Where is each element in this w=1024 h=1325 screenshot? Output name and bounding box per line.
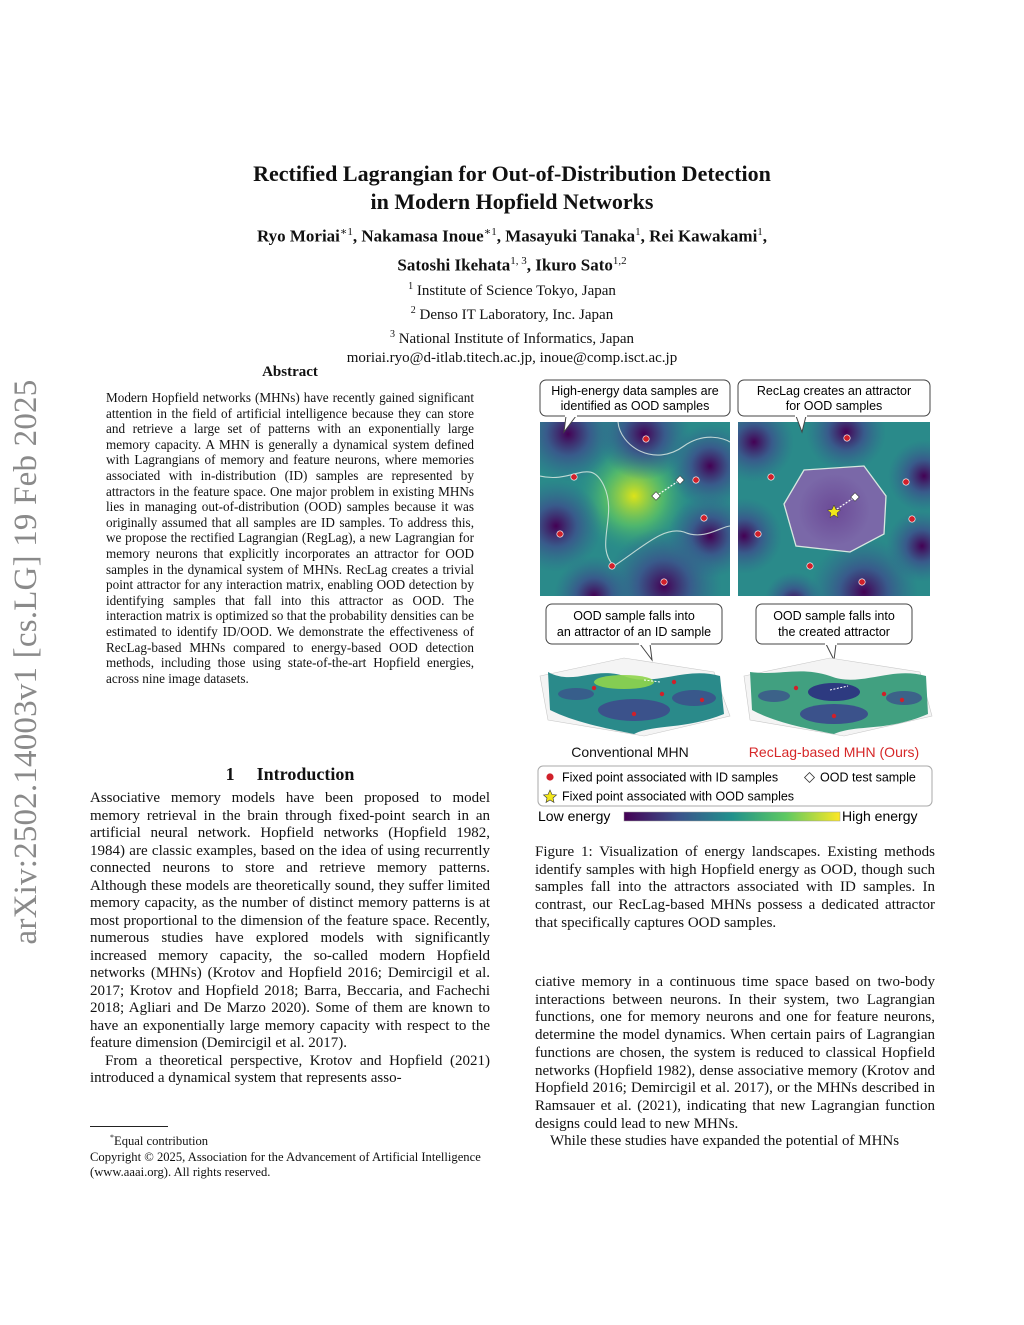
affiliation: $^2$ Denso IT Laboratory, Inc. Japan: [410, 305, 614, 324]
footnote-equal-contribution: Equal contribution: [114, 1134, 209, 1149]
svg-text:for OOD samples: for OOD samples: [785, 399, 883, 413]
legend-id-marker: [546, 773, 553, 780]
copyright-notice: Copyright © 2025, Association for the Advancement of Artificial Intelligence (www.aaai.org). All rights reserved.: [90, 1149, 481, 1180]
affiliation: $^1$ Institute of Science Tokyo, Japan: [408, 281, 616, 300]
figure-legend: [538, 766, 932, 806]
paragraph: While these studies have expanded the potential of MHNs: [550, 1133, 900, 1150]
figure-caption: Figure 1: Visualization of energy landscapes. Existing methods identify samples with high Hopfield energy as OOD, though such samples fall into the attractors associated with ID samples. In contrast, our RecLag-based MHNs possess a dedicated attractor that specifically captures OOD samples.: [535, 844, 935, 931]
paragraph: ciative memory in a continuous time space based on two-body interactions between neurons. In their system, two Lagrangian functions, one for memory neurons and one for feature neurons, determine the model dynamics. When certain pairs of Lagrangian functions are chosen, the system is reduced to classical Hopfield networks (Hopfield 1982), dense associative memory (Krotov and Hopfield 2016; Demircigil et al. 2017), or the MHNs described in Ramsauer et al. (2021), indicating that new Lagrangian function designs could lead to new MHNs.: [535, 974, 935, 1132]
author-emails[interactable]: moriai.ryo@d-itlab.titech.ac.jp, inoue@comp.isct.ac.jp: [346, 350, 678, 367]
footnote: *Equal contribution Copyright © 2025, Association for the Advancement of Artificial Intelligence (www.aaai.org). All rights reserved.: [90, 1130, 490, 1181]
author: Nakamasa Inoue: [361, 226, 484, 246]
bubble-ood-created-attractor: [756, 604, 912, 660]
reclag-3d-surface: [744, 658, 932, 736]
title-line-1: Rectified Lagrangian for Out-of-Distribution Detection: [253, 161, 771, 186]
title-block: [150, 160, 874, 368]
conventional-3d-surface: [540, 658, 730, 736]
svg-text:Fixed point associated with OO: Fixed point associated with OOD samples: [562, 789, 795, 804]
section-heading-introduction: [90, 764, 490, 785]
svg-text:Low energy: Low energy: [538, 808, 611, 824]
author: Satoshi Ikehata: [397, 255, 511, 275]
svg-text:identified as OOD samples: identified as OOD samples: [560, 399, 710, 413]
affiliation: $^3$ National Institute of Informatics, Japan: [389, 329, 635, 348]
svg-text:High-energy data samples are: High-energy data samples are: [551, 384, 719, 398]
right-column-body: [535, 974, 935, 1151]
introduction-body: [90, 790, 490, 1088]
svg-text:OOD sample falls into: OOD sample falls into: [773, 609, 895, 623]
author: Masayuki Tanaka: [505, 226, 636, 246]
abstract-text: Modern Hopfield networks (MHNs) have recently gained significant attention in the field of artificial intelligence because they can store and retrieve a large set of patterns with an exponentially large memory capacity. A MHN is generally a dynamical system defined with Lagrangians of memory and feature neurons, where memories associated with in-distribution (ID) samples are represented by attractors in the feature space. One major problem in existing MHNs lies in managing out-of-distribution (OOD) samples because it was originally assumed that all samples are ID samples. To address this, we propose the rectified Lagrangian (RegLag), a new Lagrangian for memory neurons that explicitly incorporates an attractor for OOD samples in the dynamical system of MHNs. RecLag creates a trivial point attractor for any interaction matrix, enabling OOD detection by identifying samples that fall into this attractor as OOD. The interaction matrix is optimized so that the probability densities can be estimated to identify ID/OOD. We demonstrate the effectiveness of RecLag-based MHNs compared to energy-based OOD detection methods, including those using state-of-the-art Hopfield energies, across nine image datasets.: [106, 390, 474, 686]
author: Ikuro Sato: [535, 255, 613, 275]
paragraph: From a theoretical perspective, Krotov and Hopfield (2021) introduced a dynamical system that represents asso-: [90, 1052, 490, 1086]
author: Rei Kawakami: [649, 226, 758, 246]
paragraph: Associative memory models have been proposed to model memory retrieval in the brain through fixed-point search in an artificial neural network. Hopfield networks (Hopfield 1982, 1984) are classic examples, based on the idea of using recurrently connected neurons to store and retrieve memory patterns. Although these models are theoretically sound, they suffer limited memory capacity, as the number of distinct memory patterns is at most proportional to the dimension of the feature space. Recently, numerous studies have explored models with significantly increased memory capacity, the so-called modern Hopfield networks (MHNs) (Krotov and Hopfield 2016; Demircigil et al. 2017; Krotov and Hopfield 2018; Barra, Beccaria, and Fachechi 2018; Agliari and De Marzo 2020). Some of them are known to have an exponentially large memory capacity with respect to the feature dimension (Demircigil et al. 2017).: [90, 790, 490, 1051]
title-line-2: in Modern Hopfield Networks: [370, 189, 654, 214]
section-title: Introduction: [256, 764, 355, 784]
bubble-ood-id-attractor: [546, 604, 722, 660]
svg-text:an attractor of an ID sample: an attractor of an ID sample: [556, 625, 712, 639]
arxiv-identifier: arXiv:2502.14003v1 [cs.LG] 19 Feb 2025: [8, 379, 44, 945]
paper-title: [150, 160, 874, 216]
abstract-heading: Abstract: [262, 364, 318, 380]
author: Ryo Moriai: [256, 226, 340, 246]
svg-text:Fixed point associated with ID: Fixed point associated with ID samples: [562, 770, 779, 785]
label-reclag-mhn: RecLag-based MHN (Ours): [748, 744, 920, 760]
figure-1: [534, 376, 938, 828]
svg-text:RecLag creates an attractor: RecLag creates an attractor: [756, 384, 912, 398]
svg-text:High energy: High energy: [842, 808, 918, 824]
author-list: Ryo Moriai$^{∗1}$, Nakamasa Inoue$^{∗1}$, Masayuki Tanaka$^1$, Rei Kawakami$^1$, Satoshi Ikehata$^{1, 3}$, Ikuro Sato$^{1,2}$: [256, 226, 768, 275]
energy-colorbar: [538, 808, 918, 824]
svg-text:the created attractor: the created attractor: [778, 625, 890, 639]
label-conventional-mhn: Conventional MHN: [571, 744, 689, 760]
footnote-divider: [90, 1126, 168, 1127]
section-number: 1: [225, 764, 235, 784]
svg-text:OOD test sample: OOD test sample: [820, 770, 916, 785]
svg-text:OOD sample falls into: OOD sample falls into: [573, 609, 695, 623]
